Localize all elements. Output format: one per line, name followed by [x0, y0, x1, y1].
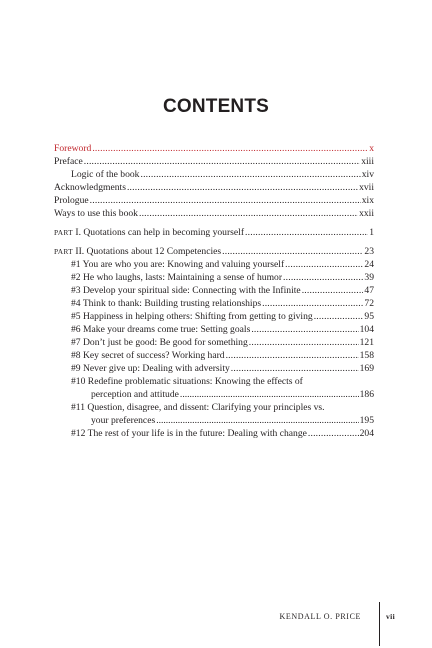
toc-entry-competency-4[interactable] — [54, 297, 374, 310]
toc-entry-page: 23 — [364, 246, 374, 257]
toc-entry-page: 95 — [364, 311, 374, 322]
footer-divider — [379, 602, 380, 646]
toc-entry-title: Logic of the book — [71, 169, 140, 180]
dot-leader — [84, 155, 360, 168]
page-title: CONTENTS — [162, 96, 270, 117]
toc-entry-page: 204 — [359, 428, 374, 439]
toc-entry-competency-3[interactable] — [54, 284, 374, 297]
dot-leader — [180, 388, 359, 401]
toc-entry-title: Acknowledgments — [54, 182, 126, 193]
dot-leader — [249, 336, 359, 349]
toc-entry-competency-7[interactable] — [54, 336, 374, 349]
dot-leader — [127, 181, 358, 194]
toc-entry-title — [54, 226, 244, 239]
toc-entry-title: #2 He who laughs, lasts: Maintaining a sense of humor — [71, 272, 283, 283]
dot-leader — [245, 226, 368, 239]
toc-entry-page: xiii — [361, 156, 374, 167]
toc-entry-page: 169 — [359, 363, 374, 374]
toc-entry-part-1[interactable] — [54, 226, 374, 239]
dot-leader — [314, 310, 364, 323]
toc-entry-part-2[interactable] — [54, 245, 374, 258]
toc-entry-title: #3 Develop your spiritual side: Connecting with the Infinite — [71, 285, 301, 296]
toc-entry-competency-2[interactable] — [54, 271, 374, 284]
dot-leader — [140, 168, 360, 181]
toc-entry-title: Ways to use this book — [54, 208, 138, 219]
toc-entry-title: #7 Don’t just be good: Be good for something — [71, 337, 248, 348]
running-footer-author: KENDALL O. PRICE — [279, 612, 361, 621]
toc-entry-title: Preface — [54, 156, 83, 167]
toc-entry-title: #12 The rest of your life is in the future: Dealing with change — [71, 428, 307, 439]
toc-entry-title-continued: your preferences — [91, 415, 156, 426]
toc-entry-page: 186 — [359, 389, 374, 400]
dot-leader — [283, 271, 363, 284]
part-title: II. Quotations about 12 Competencies — [75, 246, 222, 257]
toc-entry-title: #8 Key secret of success? Working hard — [71, 350, 225, 361]
dot-leader — [302, 284, 364, 297]
page-number: vii — [386, 612, 396, 621]
part-title: I. Quotations can help in becoming yourself — [75, 227, 245, 238]
toc-entry-title: Foreword — [54, 143, 92, 154]
toc-entry-title: #5 Happiness in helping others: Shifting from getting to giving — [71, 311, 313, 322]
toc-entry-competency-6[interactable] — [54, 323, 374, 336]
toc-entry-title: #10 Redefine problematic situations: Knowing the effects of — [71, 376, 303, 387]
toc-entry-page: 24 — [364, 259, 374, 270]
dot-leader — [156, 414, 358, 427]
dot-leader — [222, 245, 363, 258]
toc-entry-page: 104 — [359, 324, 374, 335]
dot-leader — [139, 207, 358, 220]
toc-entry-competency-9[interactable] — [54, 362, 374, 375]
toc-entry-competency-8[interactable] — [54, 349, 374, 362]
toc-entry-title: #11 Question, disagree, and dissent: Clarifying your principles vs. — [71, 402, 325, 413]
toc-entry-title-continued: perception and attitude — [91, 389, 179, 400]
dot-leader — [90, 194, 361, 207]
toc-entry-title: #9 Never give up: Dealing with adversity — [71, 363, 230, 374]
toc-entry-title: #4 Think to thank: Building trusting relationships — [71, 298, 262, 309]
toc-entry-page: 195 — [359, 415, 374, 426]
toc-entry-page: 1 — [369, 227, 374, 238]
dot-leader — [308, 427, 359, 440]
toc-entry-page: x — [369, 143, 374, 154]
table-of-contents — [54, 142, 374, 440]
toc-entry-preface[interactable] — [54, 155, 374, 168]
dot-leader — [262, 297, 363, 310]
toc-entry-acknowledgments[interactable] — [54, 181, 374, 194]
toc-entry-page: xix — [361, 195, 374, 206]
toc-entry-page: xiv — [361, 169, 374, 180]
toc-entry-prologue[interactable] — [54, 194, 374, 207]
toc-entry-foreword[interactable] — [54, 142, 374, 155]
toc-entry-competency-10[interactable] — [54, 375, 374, 401]
part-label: PART — [54, 247, 73, 256]
dot-leader — [231, 362, 359, 375]
toc-entry-competency-1[interactable] — [54, 258, 374, 271]
toc-entry-competency-5[interactable] — [54, 310, 374, 323]
dot-leader — [251, 323, 358, 336]
toc-entry-title: #1 You are who you are: Knowing and valuing yourself — [71, 259, 285, 270]
toc-entry-logic-of-the-book[interactable] — [54, 168, 374, 181]
toc-entry-page: 39 — [364, 272, 374, 283]
toc-entry-ways-to-use[interactable] — [54, 207, 374, 220]
dot-leader — [285, 258, 363, 271]
toc-entry-page: xvii — [359, 182, 374, 193]
toc-entry-competency-11[interactable] — [54, 401, 374, 427]
toc-entry-page: 158 — [359, 350, 374, 361]
toc-entry-title: #6 Make your dreams come true: Setting goals — [71, 324, 251, 335]
toc-entry-page: 47 — [364, 285, 374, 296]
dot-leader — [226, 349, 359, 362]
toc-entry-page: 72 — [364, 298, 374, 309]
toc-entry-title: Prologue — [54, 195, 89, 206]
toc-entry-competency-12[interactable] — [54, 427, 374, 440]
part-label: PART — [54, 228, 73, 237]
dot-leader — [92, 142, 368, 155]
toc-entry-title — [54, 245, 221, 258]
toc-entry-page: 121 — [359, 337, 374, 348]
toc-entry-page: xxii — [359, 208, 374, 219]
